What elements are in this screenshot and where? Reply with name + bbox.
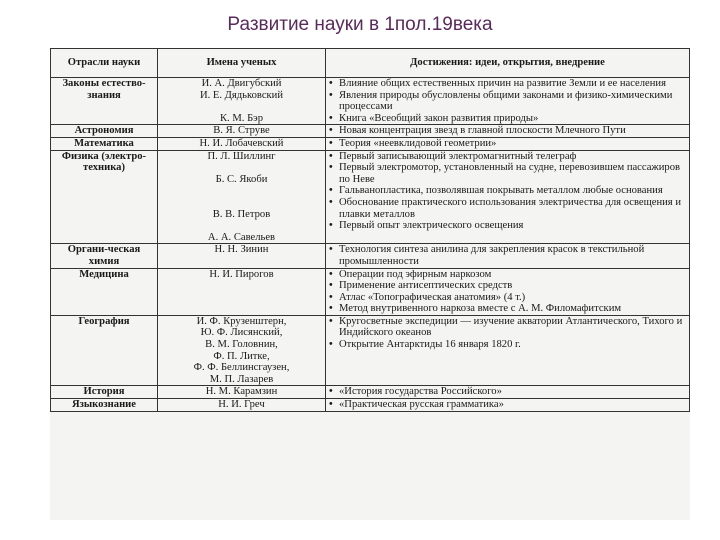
scanned-table-image — [50, 48, 690, 520]
achievement-text: Явления природы обусловлены общими законами и физико-химическими процессами — [339, 89, 673, 113]
bullet-icon: • — [329, 268, 333, 280]
bullet-icon: • — [329, 339, 333, 351]
science-field: Медицина — [51, 268, 158, 315]
bullet-icon: • — [329, 291, 333, 303]
header-achievements: Достижения: идеи, открытия, внедрение — [326, 49, 690, 78]
header-field: Отрасли науки — [51, 49, 158, 78]
bullet-icon: • — [329, 137, 333, 149]
science-field: Законы естество-знания — [51, 78, 158, 125]
scientist-name — [161, 197, 322, 209]
bullet-icon: • — [329, 185, 333, 197]
achievement-item — [329, 339, 686, 351]
bullet-icon: • — [329, 89, 333, 101]
bullet-icon: • — [329, 386, 333, 398]
scientist-names — [158, 244, 326, 268]
scientist-name — [161, 185, 322, 197]
scientist-names — [158, 150, 326, 244]
scientist-names — [158, 78, 326, 125]
achievements — [326, 315, 690, 386]
achievement-item — [329, 316, 686, 339]
achievement-text: Технология синтеза анилина для закрепления красок в текстильной промышленности — [339, 244, 645, 267]
scientist-names — [158, 315, 326, 386]
scientist-name: Н. И. Греч — [218, 399, 265, 411]
scientist-name: К. М. Бэр — [219, 112, 263, 124]
scientist-name: Ф. Ф. Беллинсгаузен, — [193, 362, 290, 374]
achievement-text: Применение антисептических средств — [339, 280, 513, 292]
achievement-text: Новая концентрация звезд в главной плоскости Млечного Пути — [339, 125, 626, 137]
scientist-name: А. А. Савельев — [207, 231, 276, 243]
achievement-text: «История государства Российского» — [339, 386, 502, 398]
scientist-names — [158, 386, 326, 399]
achievement-text: Влияние общих естественных причин на развитие Земли и ее населения — [339, 78, 666, 89]
bullet-icon: • — [329, 150, 333, 162]
scientist-name: И. Ф. Крузенштерн, — [196, 315, 287, 327]
table-row — [51, 399, 690, 412]
scientist-names — [158, 399, 326, 412]
achievements — [326, 150, 690, 244]
achievement-text: Первый опыт электрического освещения — [339, 220, 524, 232]
bullet-icon: • — [329, 303, 333, 315]
achievement-text: Первый записывающий электромагнитный телеграф — [339, 150, 577, 162]
achievement-item — [329, 162, 686, 185]
achievements — [326, 268, 690, 315]
science-field: Физика (электро-техника) — [51, 150, 158, 244]
table-row — [51, 268, 690, 315]
science-field: География — [51, 315, 158, 386]
table-header-row — [51, 49, 690, 78]
science-field: Математика — [51, 137, 158, 150]
science-field: История — [51, 386, 158, 399]
achievement-item — [329, 269, 686, 281]
achievement-item — [329, 386, 686, 398]
scientist-name — [161, 101, 322, 113]
achievement-text: Операции под эфирным наркозом — [339, 268, 492, 280]
scientist-name: Н. М. Карамзин — [205, 386, 278, 398]
bullet-icon: • — [329, 112, 333, 124]
table-row — [51, 244, 690, 268]
achievement-text: Книга «Всеобщий закон развития природы» — [339, 112, 539, 124]
scientist-name: Н. Н. Зинин — [214, 244, 269, 256]
scientist-name — [161, 162, 322, 174]
slide-title: Развитие науки в 1пол.19века — [227, 14, 493, 35]
achievement-item — [329, 292, 686, 304]
scientist-name: П. Л. Шиллинг — [207, 150, 276, 162]
achievement-text: Первый электромотор, установленный на судне, перевозившем пассажиров по Неве — [339, 162, 681, 185]
bullet-icon: • — [329, 162, 333, 174]
achievement-item — [329, 197, 686, 220]
achievement-text: Гальванопластика, позволявшая покрывать металлом любые основания — [339, 185, 663, 197]
achievement-item — [329, 78, 686, 90]
bullet-icon: • — [329, 399, 333, 411]
achievement-item — [329, 244, 686, 267]
scientist-names — [158, 137, 326, 150]
table-row — [51, 150, 690, 244]
scientist-name: В. М. Головнин, — [205, 339, 278, 351]
achievement-item — [329, 280, 686, 292]
achievement-item — [329, 185, 686, 197]
science-table — [50, 48, 690, 412]
scientist-name — [161, 220, 322, 232]
scientist-name: В. В. Петров — [212, 208, 271, 220]
table-row — [51, 125, 690, 138]
scientist-name: В. Я. Струве — [213, 125, 270, 137]
achievement-item — [329, 151, 686, 163]
table-row — [51, 78, 690, 125]
scientist-names — [158, 125, 326, 138]
table-row — [51, 386, 690, 399]
scientist-name: Ф. П. Литке, — [213, 350, 270, 362]
achievements — [326, 137, 690, 150]
achievement-item — [329, 125, 686, 137]
header-names: Имена ученых — [158, 49, 326, 78]
science-field: Астрономия — [51, 125, 158, 138]
achievement-text: Атлас «Топографическая анатомия» (4 т.) — [339, 291, 526, 303]
achievement-item — [329, 138, 686, 150]
achievement-text: Обоснование практического использования электричества для освещения и плавки металлов — [339, 196, 681, 220]
scientist-name: И. Е. Дядьковский — [199, 89, 284, 101]
achievements — [326, 125, 690, 138]
achievement-item — [329, 90, 686, 113]
table-row — [51, 137, 690, 150]
achievement-item — [329, 399, 686, 411]
achievements — [326, 244, 690, 268]
achievement-text: «Практическая русская грамматика» — [339, 399, 504, 411]
scientist-names — [158, 268, 326, 315]
achievements — [326, 78, 690, 125]
achievement-text: Метод внутривенного наркоза вместе с А. М. Филомафитским — [339, 303, 622, 315]
scientist-name: М. П. Лазарев — [209, 373, 274, 385]
scientist-name: И. А. Двигубский — [201, 78, 282, 89]
table-row — [51, 315, 690, 386]
scientist-name: Н. И. Лобачевский — [199, 137, 284, 149]
achievement-text: Теория «неевклидовой геометрии» — [339, 137, 497, 149]
scientist-name: Ю. Ф. Лисянский, — [200, 327, 283, 339]
science-field: Органи-ческая химия — [51, 244, 158, 268]
bullet-icon: • — [329, 315, 333, 327]
bullet-icon: • — [329, 125, 333, 137]
achievement-item — [329, 220, 686, 232]
achievements — [326, 399, 690, 412]
science-field: Языкознание — [51, 399, 158, 412]
achievement-text: Открытие Антарктиды 16 января 1820 г. — [339, 339, 521, 351]
achievements — [326, 386, 690, 399]
bullet-icon: • — [329, 220, 333, 232]
bullet-icon: • — [329, 244, 333, 256]
achievement-item — [329, 303, 686, 315]
achievement-text: Кругосветные экспедиции — изучение акватории Атлантического, Тихого и Индийского океанов — [339, 315, 683, 339]
scientist-name: Н. И. Пирогов — [209, 268, 274, 280]
bullet-icon: • — [329, 196, 333, 208]
bullet-icon: • — [329, 78, 333, 89]
scientist-name: Б. С. Якоби — [215, 173, 268, 185]
bullet-icon: • — [329, 280, 333, 292]
achievement-item — [329, 113, 686, 125]
